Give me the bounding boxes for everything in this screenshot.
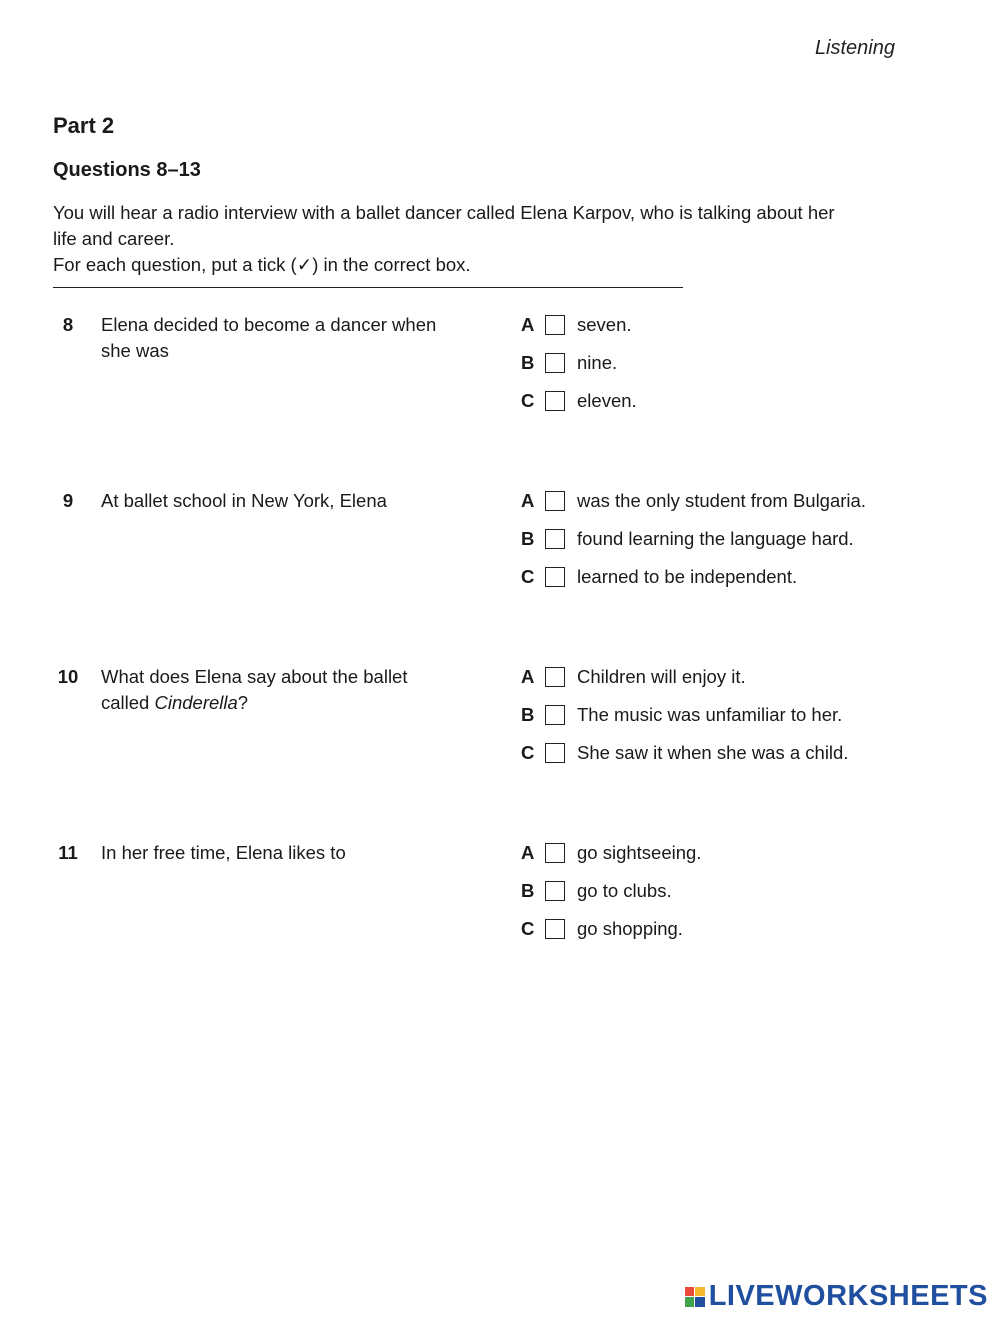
option-a: [521, 840, 701, 866]
question-stem: [101, 312, 471, 364]
logo-cell: [685, 1287, 695, 1297]
option-text: go to clubs.: [577, 880, 672, 901]
option-letter: C: [521, 566, 535, 587]
instruction-line: life and career.: [53, 228, 175, 249]
question-stem: [101, 840, 471, 866]
option-text: was the only student from Bulgaria.: [577, 490, 866, 511]
option-text: The music was unfamiliar to her.: [577, 704, 843, 725]
part-title: Part 2: [53, 113, 115, 138]
question-stem: [101, 664, 471, 716]
answer-checkbox[interactable]: [545, 567, 565, 587]
option-c: [521, 916, 683, 942]
option-letter: B: [521, 880, 535, 901]
option-c: [521, 388, 637, 414]
option-text: seven.: [577, 314, 632, 335]
question-number: 11: [58, 842, 78, 863]
option-letter: A: [521, 666, 535, 687]
stem-line: At ballet school in New York, Elena: [101, 490, 387, 511]
logo-cell: [695, 1297, 705, 1307]
option-b: [521, 702, 842, 728]
option-letter: B: [521, 352, 535, 373]
answer-checkbox[interactable]: [545, 919, 565, 939]
option-text: go shopping.: [577, 918, 683, 939]
option-a: [521, 312, 632, 338]
stem-text: called: [101, 692, 155, 713]
option-letter: A: [521, 842, 535, 863]
answer-checkbox[interactable]: [545, 843, 565, 863]
instruction-line: You will hear a radio interview with a ballet dancer called Elena Karpov, who is talking about her: [53, 202, 835, 223]
option-letter: B: [521, 528, 535, 549]
option-letter: A: [521, 490, 535, 511]
stem-line: [101, 690, 471, 716]
liveworksheets-logo[interactable]: [685, 1280, 988, 1313]
option-c: [521, 564, 797, 590]
option-b: [521, 526, 854, 552]
option-b: [521, 878, 672, 904]
option-text: She saw it when she was a child.: [577, 742, 849, 763]
instructions: [53, 200, 903, 278]
logo-text: LIVEWORKSHEETS: [708, 1280, 988, 1312]
answer-checkbox[interactable]: [545, 705, 565, 725]
section-label: Listening: [814, 37, 895, 59]
option-c: [521, 740, 848, 766]
option-letter: A: [521, 314, 535, 335]
logo-cell: [695, 1287, 705, 1297]
stem-line: Elena decided to become a dancer when: [101, 314, 437, 335]
divider: [53, 287, 683, 288]
option-text: nine.: [577, 352, 618, 373]
logo-cell: [685, 1297, 695, 1307]
answer-checkbox[interactable]: [545, 315, 565, 335]
option-text: eleven.: [577, 390, 637, 411]
stem-line: she was: [101, 340, 169, 361]
option-text: found learning the language hard.: [577, 528, 854, 549]
option-text: learned to be independent.: [577, 566, 798, 587]
option-letter: C: [521, 742, 535, 763]
option-letter: C: [521, 390, 535, 411]
answer-checkbox[interactable]: [545, 391, 565, 411]
option-text: Children will enjoy it.: [577, 666, 746, 687]
question-number: 10: [57, 666, 79, 687]
answer-checkbox[interactable]: [545, 667, 565, 687]
answer-checkbox[interactable]: [545, 881, 565, 901]
option-text: go sightseeing.: [577, 842, 702, 863]
stem-suffix: ?: [237, 692, 249, 713]
option-a: [521, 488, 866, 514]
option-b: [521, 350, 617, 376]
answer-checkbox[interactable]: [545, 529, 565, 549]
liveworksheets-logo-icon: [685, 1287, 705, 1307]
question-number: 8: [62, 314, 74, 335]
option-a: [521, 664, 746, 690]
answer-checkbox[interactable]: [545, 743, 565, 763]
answer-checkbox[interactable]: [545, 491, 565, 511]
questions-range: Questions 8–13: [53, 159, 201, 181]
instruction-line: For each question, put a tick (✓) in the correct box.: [53, 254, 471, 275]
question-number: 9: [62, 490, 74, 511]
stem-line: What does Elena say about the ballet: [101, 666, 408, 687]
answer-checkbox[interactable]: [545, 353, 565, 373]
stem-title: Cinderella: [154, 692, 238, 713]
stem-line: In her free time, Elena likes to: [101, 842, 346, 863]
option-letter: C: [521, 918, 535, 939]
question-stem: [101, 488, 471, 514]
option-letter: B: [521, 704, 535, 725]
